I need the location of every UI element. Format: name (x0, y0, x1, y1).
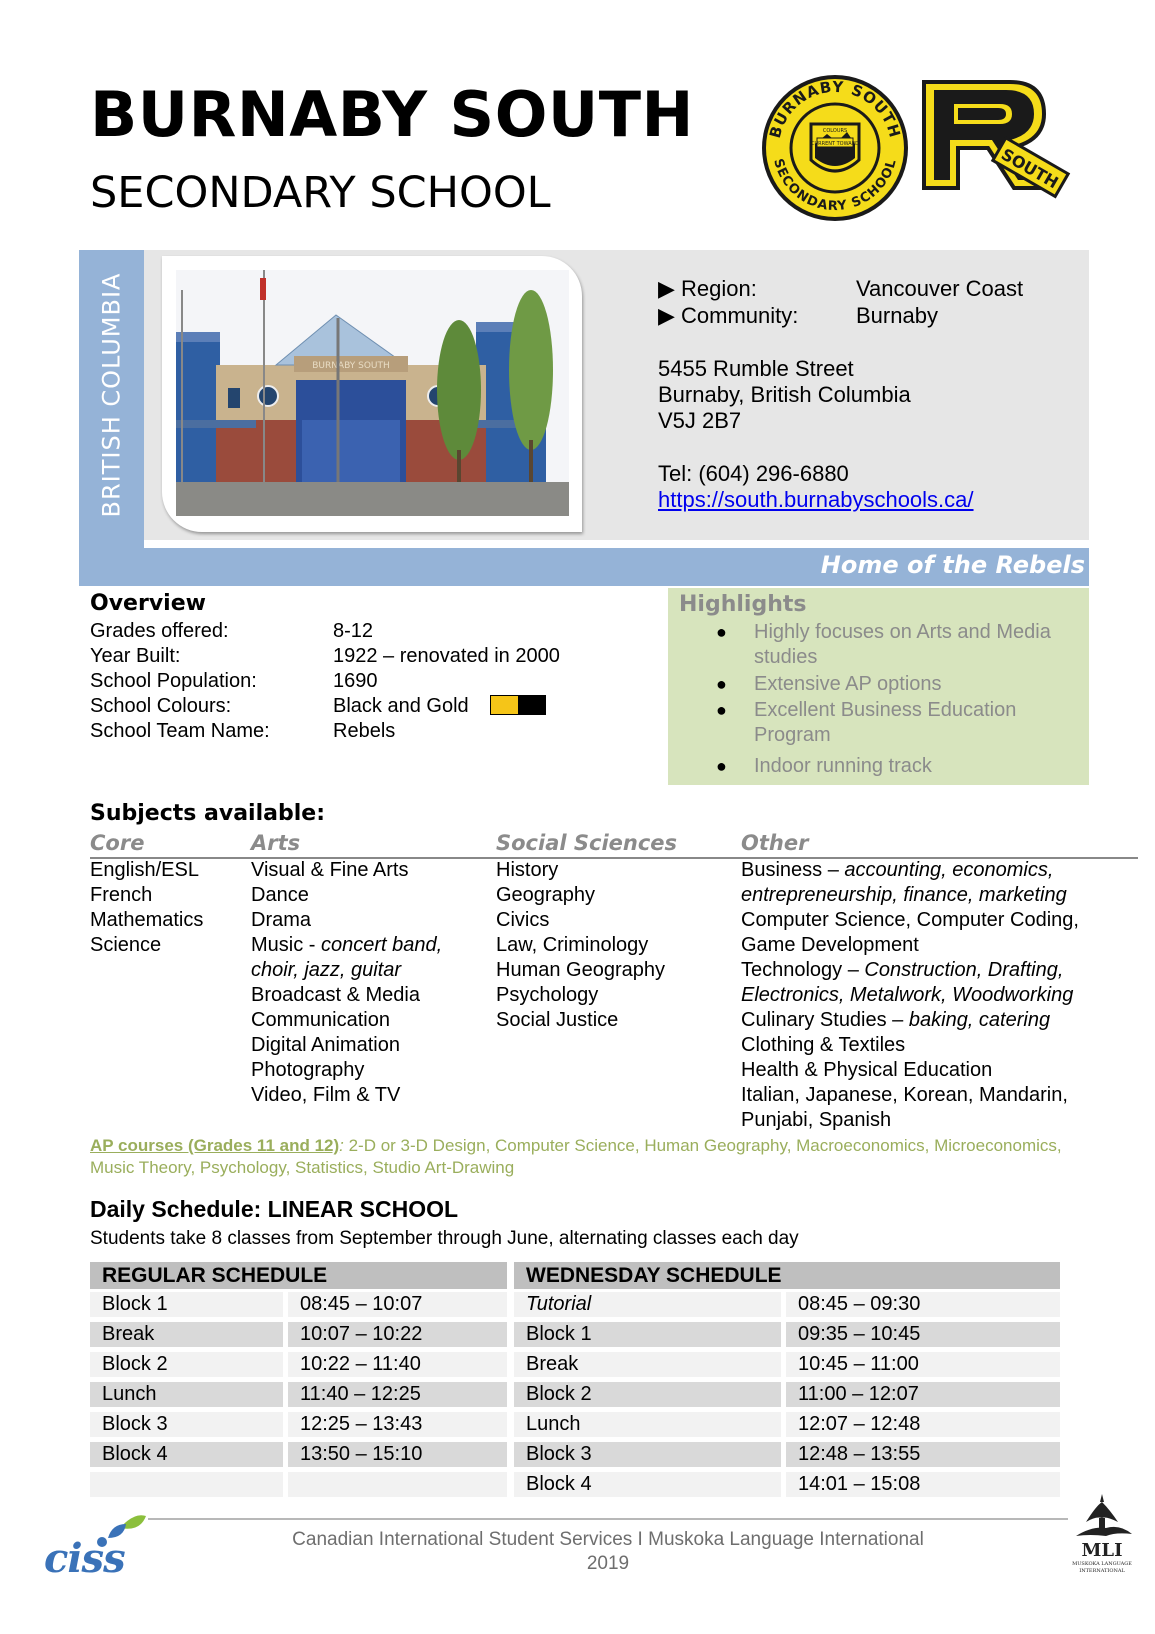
mli-small-text-2: INTERNATIONAL (1079, 1568, 1125, 1574)
subject-item: Digital Animation (251, 1034, 400, 1056)
highlight-item: Excellent Business Education Program (754, 699, 1017, 746)
subject-item: Music - concert band, (251, 934, 443, 956)
subject-item: Communication (251, 1009, 390, 1031)
overview-label: Year Built: (90, 645, 181, 667)
overview-value: 1690 (333, 670, 378, 692)
photo-sign-text: BURNABY SOUTH (312, 361, 390, 371)
overview-label: Grades offered: (90, 620, 229, 642)
wednesday-block-time: 11:00 – 12:07 (786, 1382, 1060, 1407)
subject-item: Italian, Japanese, Korean, Mandarin, (741, 1084, 1068, 1106)
empty-cell (90, 1472, 283, 1497)
wednesday-block-time: 09:35 – 10:45 (786, 1322, 1060, 1347)
crest-banner-text: CURRENT TOWARD (810, 141, 860, 147)
other-subject-list (741, 858, 1079, 1133)
wednesday-block-name: Block 4 (514, 1472, 781, 1497)
wednesday-block-time: 12:48 – 13:55 (786, 1442, 1060, 1467)
wednesday-block-name: Block 2 (514, 1382, 781, 1407)
subject-item: Human Geography (496, 959, 665, 981)
address-line-2: Burnaby, British Columbia (658, 382, 911, 407)
gold-colour-swatch (490, 695, 518, 715)
wednesday-block-name: Lunch (514, 1412, 781, 1437)
subject-item: Civics (496, 909, 550, 931)
subject-item: Clothing & Textiles (741, 1034, 906, 1056)
subject-item: Law, Criminology (496, 934, 649, 956)
subject-item: Social Justice (496, 1009, 619, 1031)
arts-subject-list (251, 858, 442, 1108)
wednesday-block-time: 10:45 – 11:00 (786, 1352, 1060, 1377)
subject-item: Electronics, Metalwork, Woodworking (741, 984, 1074, 1006)
regular-block-time: 13:50 – 15:10 (288, 1442, 507, 1467)
subject-item: Drama (251, 909, 312, 931)
overview-value: Rebels (333, 720, 396, 742)
subject-item: Photography (251, 1059, 365, 1081)
regular-block-time: 11:40 – 12:25 (288, 1382, 507, 1407)
regular-block-name: Break (90, 1322, 283, 1347)
ciss-logo (42, 1510, 148, 1578)
wednesday-block-time: 12:07 – 12:48 (786, 1412, 1060, 1437)
province-label: BRITISH COLUMBIA (97, 272, 126, 518)
regular-block-name: Block 3 (90, 1412, 283, 1437)
address-line-3: V5J 2B7 (658, 408, 742, 433)
bullet-icon: ● (716, 622, 727, 642)
mli-small-text: MUSKOKA LANGUAGE (1072, 1561, 1132, 1567)
subject-item: Science (90, 934, 162, 956)
regular-block-time: 08:45 – 10:07 (288, 1292, 507, 1317)
ap-courses-text: AP courses (Grades 11 and 12): 2-D or 3-D Design, Computer Science, Human Geography, Macroeconomics, Microeconomics, Music Theory, Psychology, Statistics, Studio Art-Drawing (90, 1136, 1062, 1177)
ap-courses-label: AP courses (Grades 11 and 12) (90, 1136, 340, 1155)
subject-item: History (496, 859, 559, 881)
regular-schedule-header: REGULAR SCHEDULE (90, 1262, 507, 1289)
highlight-item: Indoor running track (754, 755, 932, 777)
wednesday-block-time: 08:45 – 09:30 (786, 1292, 1060, 1317)
school-type-subtitle: SECONDARY SCHOOL (90, 168, 551, 218)
rebels-r-logo (918, 76, 1076, 208)
subject-item: Technology – Construction, Drafting, (741, 959, 1064, 981)
ciss-logo-text: ciss (44, 1535, 125, 1578)
regular-block-name: Block 1 (90, 1292, 283, 1317)
subject-item: Dance (251, 884, 309, 906)
category-social-sciences: Social Sciences (496, 831, 678, 855)
wednesday-schedule-header: WEDNESDAY SCHEDULE (514, 1262, 1060, 1289)
overview-value: 1922 – renovated in 2000 (333, 645, 560, 667)
highlights-heading: Highlights (679, 592, 807, 617)
regular-block-time: 12:25 – 13:43 (288, 1412, 507, 1437)
address-line-1: 5455 Rumble Street (658, 356, 854, 381)
category-core: Core (90, 831, 145, 855)
subject-item: Video, Film & TV (251, 1084, 401, 1106)
black-colour-swatch (518, 695, 546, 715)
regular-block-time: 10:22 – 11:40 (288, 1352, 507, 1377)
empty-cell (288, 1472, 507, 1497)
subject-item: French (90, 884, 153, 906)
footer-year: 2019 (586, 1553, 630, 1574)
overview-value: Black and Gold (333, 695, 546, 718)
subject-item: English/ESL (90, 859, 199, 881)
subject-item: Visual & Fine Arts (251, 859, 409, 881)
subject-item: entrepreneurship, finance, marketing (741, 884, 1067, 906)
school-crest-logo (757, 74, 913, 222)
mli-logo-text: MLI (1081, 1540, 1123, 1561)
highlight-item: Extensive AP options (754, 673, 942, 695)
subject-item: Health & Physical Education (741, 1059, 993, 1081)
crest-top-text: BURNABY SOUTH (765, 77, 905, 141)
overview-label: School Population: (90, 670, 257, 692)
website-link-wrap (658, 487, 974, 513)
regular-block-name: Block 2 (90, 1352, 283, 1377)
subject-item: Business – accounting, economics, (741, 859, 1054, 881)
schedule-heading: Daily Schedule: LINEAR SCHOOL (90, 1196, 459, 1222)
region-label: ▶ Region: (658, 276, 757, 301)
school-tagline: Home of the Rebels (820, 551, 1085, 579)
school-photo (176, 270, 569, 516)
bullet-icon: ● (716, 756, 727, 776)
crest-bottom-text: SECONDARY SCHOOL (770, 157, 900, 215)
footer-text (148, 1528, 1068, 1576)
core-subject-list (90, 858, 203, 958)
regular-block-name: Lunch (90, 1382, 283, 1407)
category-other: Other (741, 831, 809, 855)
subject-item: Culinary Studies – baking, catering (741, 1009, 1051, 1031)
wednesday-block-name: Block 3 (514, 1442, 781, 1467)
regular-block-time: 10:07 – 10:22 (288, 1322, 507, 1347)
wednesday-block-name: Tutorial (514, 1292, 781, 1317)
footer-org: Canadian International Student Services I Muskoka Language International (292, 1529, 924, 1550)
overview-label: School Colours: (90, 695, 232, 717)
wednesday-block-time: 14:01 – 15:08 (786, 1472, 1060, 1497)
community-label: ▶ Community: (658, 303, 799, 328)
crest-colours-text: COLOURS (822, 128, 848, 134)
bullet-icon: ● (716, 674, 727, 694)
school-name-title: BURNABY SOUTH (90, 78, 694, 151)
subject-item: choir, jazz, guitar (251, 959, 402, 981)
subject-item: Broadcast & Media (251, 984, 420, 1006)
footer-divider (148, 1518, 1068, 1520)
wednesday-block-name: Break (514, 1352, 781, 1377)
bullet-icon: ● (716, 700, 727, 720)
logo-south-text: SOUTH (997, 144, 1062, 193)
subject-item: Game Development (741, 934, 919, 956)
subject-item: Computer Science, Computer Coding, (741, 909, 1079, 931)
schedule-intro: Students take 8 classes from September through June, alternating classes each day (90, 1228, 799, 1249)
wednesday-block-name: Block 1 (514, 1322, 781, 1347)
telephone: Tel: (604) 296-6880 (658, 461, 849, 486)
subject-item: Mathematics (90, 909, 204, 931)
subject-item: Punjabi, Spanish (741, 1109, 892, 1131)
subjects-heading: Subjects available: (90, 801, 325, 826)
highlight-item: Highly focuses on Arts and Media studies (754, 621, 1051, 668)
community-value: Burnaby (856, 303, 938, 328)
overview-value: 8-12 (333, 620, 374, 642)
overview-label: School Team Name: (90, 720, 270, 742)
social-subject-list (496, 858, 665, 1033)
website-link[interactable]: https://south.burnabyschools.ca/ (658, 487, 974, 512)
mli-logo (1066, 1492, 1138, 1576)
subject-item: Geography (496, 884, 595, 906)
subject-item: Psychology (496, 984, 599, 1006)
regular-block-name: Block 4 (90, 1442, 283, 1467)
overview-heading: Overview (90, 591, 206, 616)
category-arts: Arts (251, 831, 301, 855)
region-value: Vancouver Coast (856, 276, 1024, 301)
